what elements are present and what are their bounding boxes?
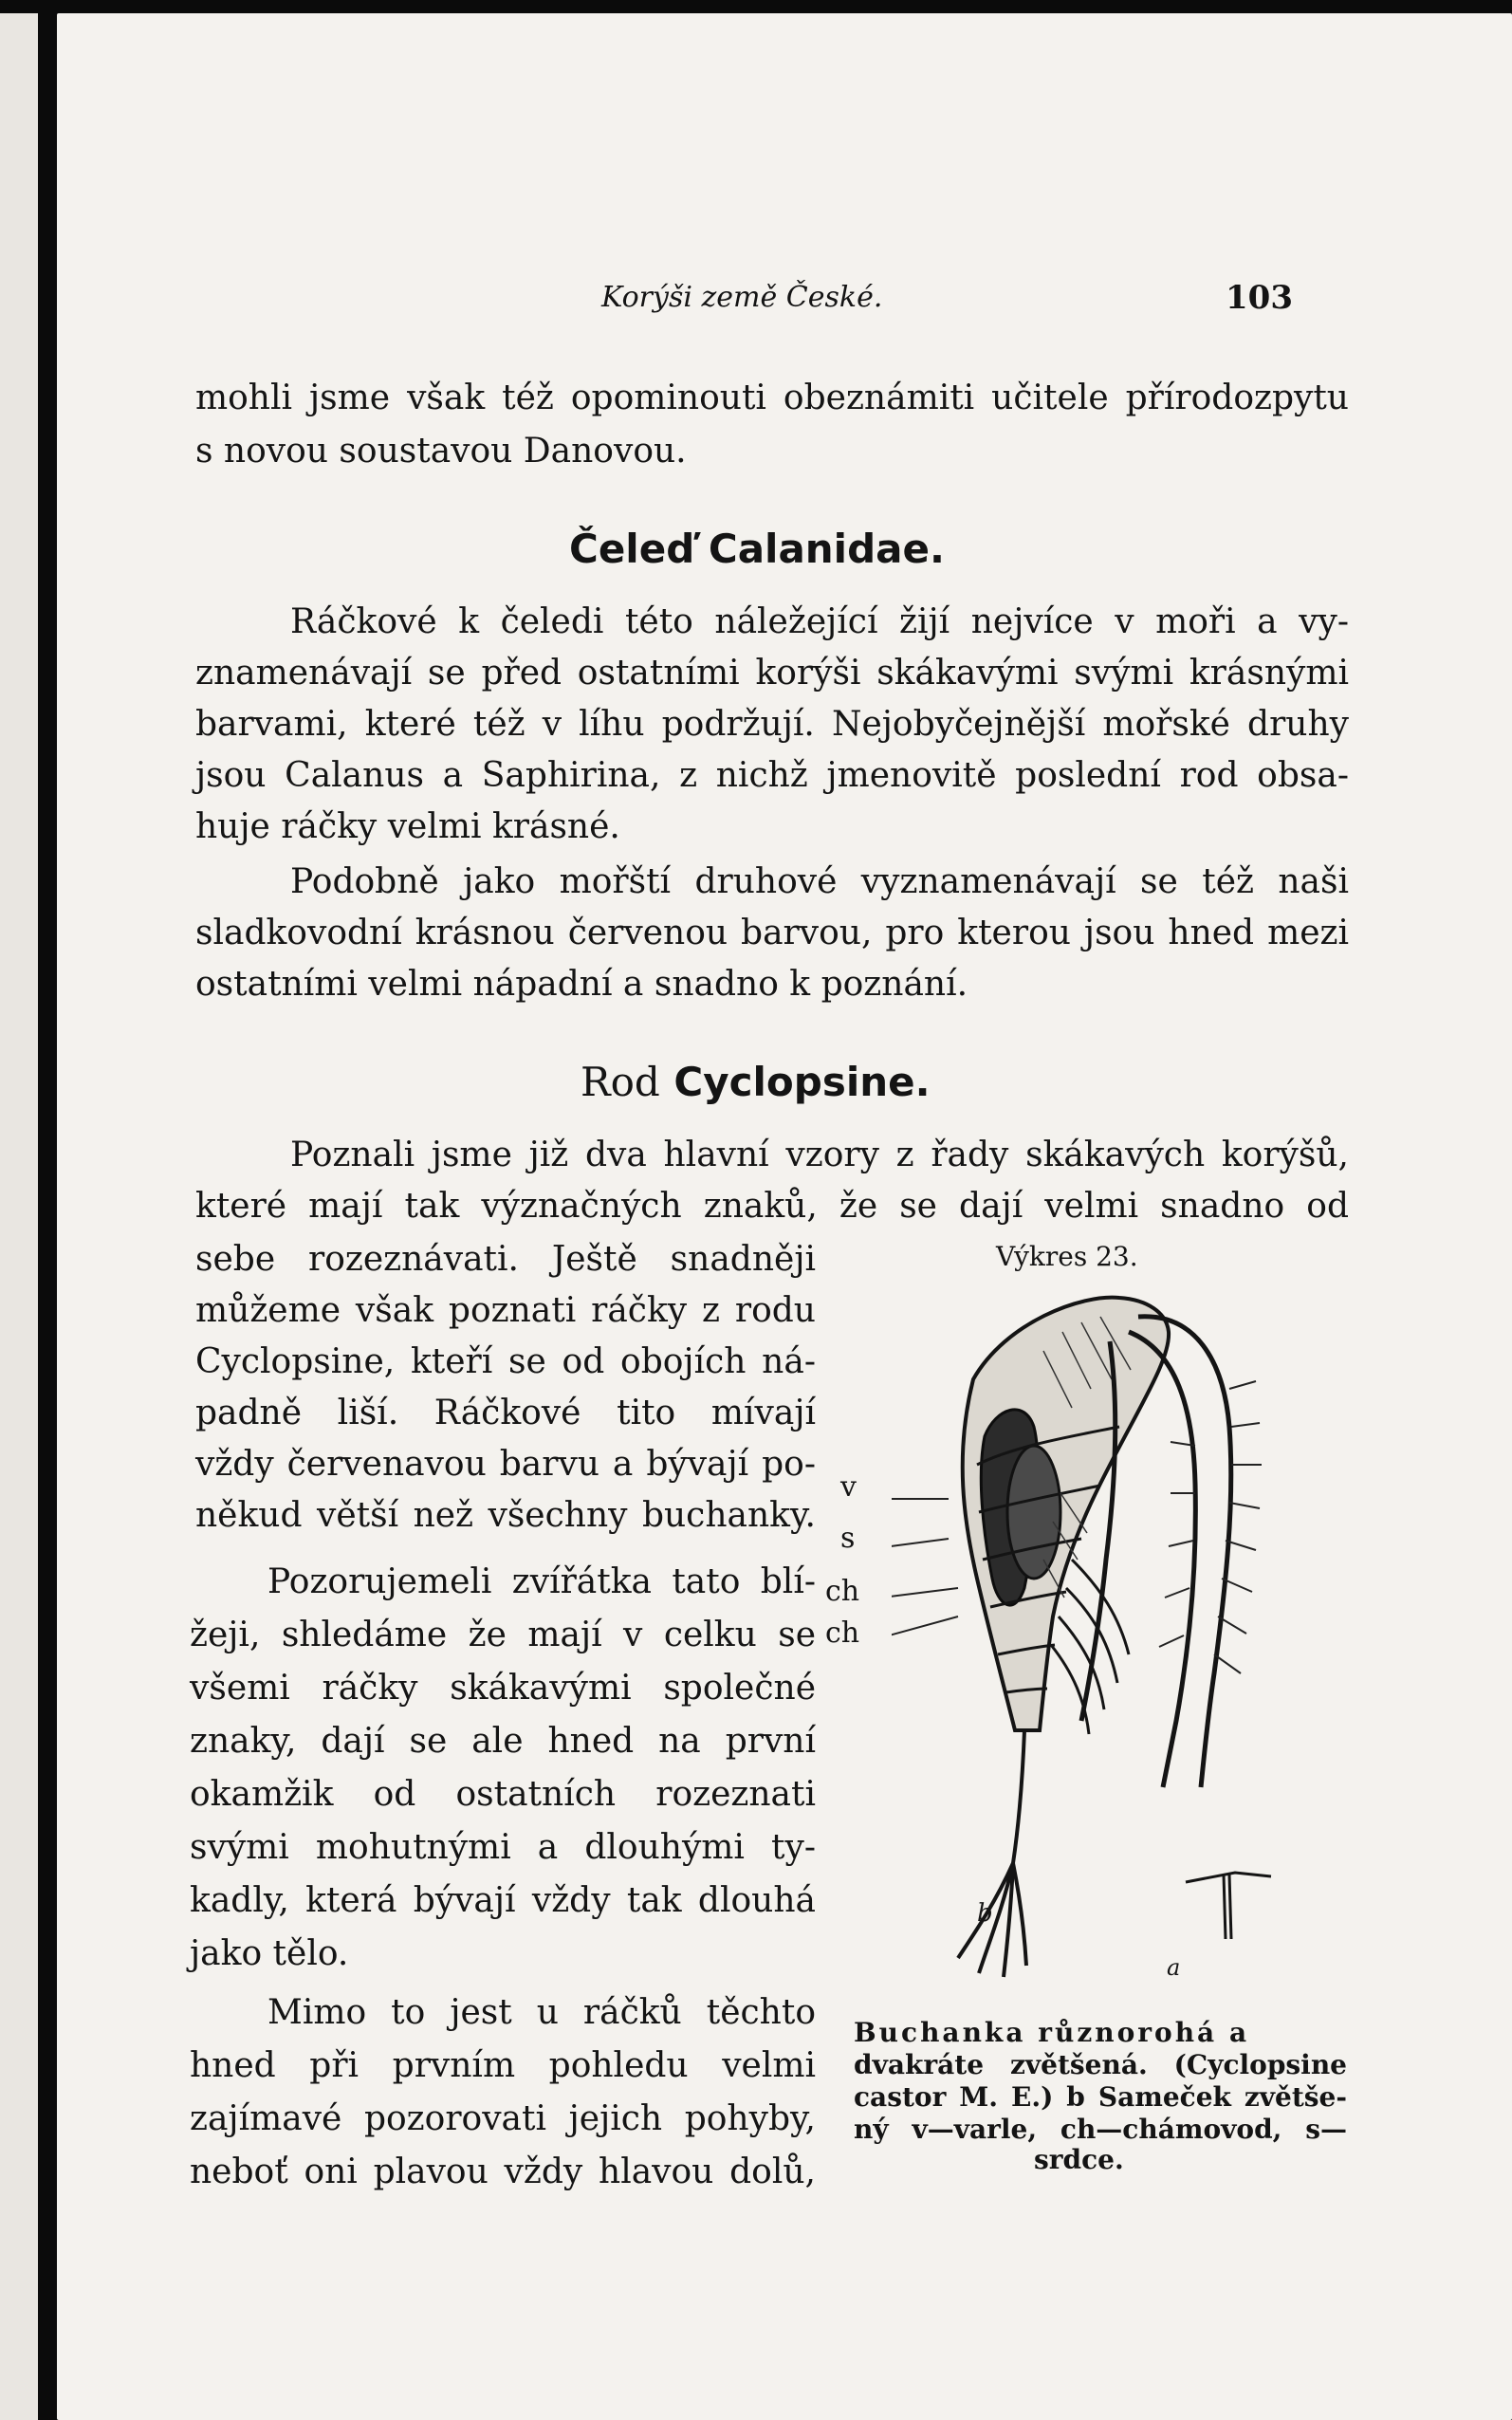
paragraph-line: Cyclopsine, kteří se od obojích ná- — [195, 1342, 816, 1381]
paragraph-line: okamžik od ostatních rozeznati — [190, 1775, 816, 1814]
book-page — [57, 13, 1512, 2420]
paragraph-line: sladkovodní krásnou červenou barvou, pro kterou jsou hned mezi — [195, 914, 1349, 952]
paragraph-line: ostatními velmi nápadní a snadno k poznání. — [195, 965, 968, 1004]
paragraph-line: hned při prvním pohledu velmi — [190, 2046, 816, 2085]
paragraph-line: Poznali jsme již dva hlavní vzory z řady skákavých korýšů, — [290, 1136, 1349, 1174]
heading-prefix: Rod — [581, 1059, 660, 1105]
paragraph-line: Pozorujemeli zvířátka tato blí- — [267, 1562, 816, 1601]
paragraph-line: zajímavé pozorovati jejich pohyby, — [190, 2099, 816, 2138]
figure-label-b: b — [977, 1899, 993, 1928]
section-heading-cyclopsine — [581, 1059, 931, 1105]
section-heading-calanidae: Čeleď Calanidae. — [569, 526, 945, 572]
figure-caption-title: Buchanka různorohá a — [854, 2017, 1250, 2048]
figure-label-ch: ch — [825, 1616, 860, 1650]
figure-label-s: s — [840, 1522, 856, 1555]
figure-caption-line: srdce. — [1034, 2144, 1124, 2175]
figure-caption-line: castor M. E.) b Sameček zvětše- — [854, 2081, 1347, 2113]
paragraph-line: můžeme však poznati ráčky z rodu — [195, 1291, 816, 1330]
paragraph-line: jako tělo. — [190, 1934, 349, 1973]
intro-line-1: mohli jsme však též opominouti obeznámiti učitele přírodozpytu — [195, 379, 1349, 417]
paragraph-line: někud větší než všechny buchanky. — [195, 1496, 816, 1535]
figure-label-v: v — [840, 1470, 857, 1504]
paragraph-line: svými mohutnými a dlouhými ty- — [190, 1828, 816, 1867]
figure-label-ch: ch — [825, 1575, 860, 1608]
paragraph-line: neboť oni plavou vždy hlavou dolů, — [190, 2152, 816, 2191]
copepod-illustration — [892, 1275, 1347, 1996]
paragraph-line: Ráčkové k čeledi této náležející žijí nejvíce v moři a vy- — [290, 602, 1349, 641]
intro-line-2: s novou soustavou Danovou. — [195, 432, 687, 471]
paragraph-line: vždy červenavou barvu a bývají po- — [195, 1445, 816, 1484]
paragraph-line: znaky, dají se ale hned na první — [190, 1722, 816, 1761]
paragraph-line: huje ráčky velmi krásné. — [195, 807, 620, 846]
figure-label-a: a — [1167, 1954, 1181, 1981]
paragraph-line: padně liší. Ráčkové tito mívají — [195, 1394, 816, 1432]
paragraph-line: Mimo to jest u ráčků těchto — [267, 1993, 816, 2032]
paragraph-line: jsou Calanus a Saphirina, z nichž jmenovitě poslední rod obsa- — [195, 756, 1349, 795]
paragraph-line: barvami, které též v líhu podržují. Nejobyčejnější mořské druhy — [195, 705, 1349, 744]
paragraph-line: žeji, shledáme že mají v celku se — [190, 1616, 816, 1654]
paragraph-line: které mají tak význačných znaků, že se dají velmi snadno od — [195, 1187, 1349, 1226]
left-page-edge — [0, 13, 38, 2420]
paragraph-line: všemi ráčky skákavými společné — [190, 1669, 816, 1708]
paragraph-line: Podobně jako mořští druhové vyznamenávají se též naši — [290, 862, 1349, 901]
figure-caption-line: dvakráte zvětšená. (Cyclopsine — [854, 2049, 1347, 2080]
figure-title: Výkres 23. — [996, 1241, 1138, 1272]
paragraph-line: sebe rozeznávati. Ještě snadněji — [195, 1240, 816, 1279]
running-title: Korýši země České. — [601, 281, 883, 314]
heading-genus: Cyclopsine. — [673, 1059, 931, 1105]
page-number: 103 — [1226, 279, 1293, 317]
figure-caption-line: ný v—varle, ch—chámovod, s— — [854, 2114, 1347, 2145]
paragraph-line: kadly, která bývají vždy tak dlouhá — [190, 1881, 816, 1920]
paragraph-line: znamenávají se před ostatními korýši skákavými svými krásnými — [195, 654, 1349, 693]
